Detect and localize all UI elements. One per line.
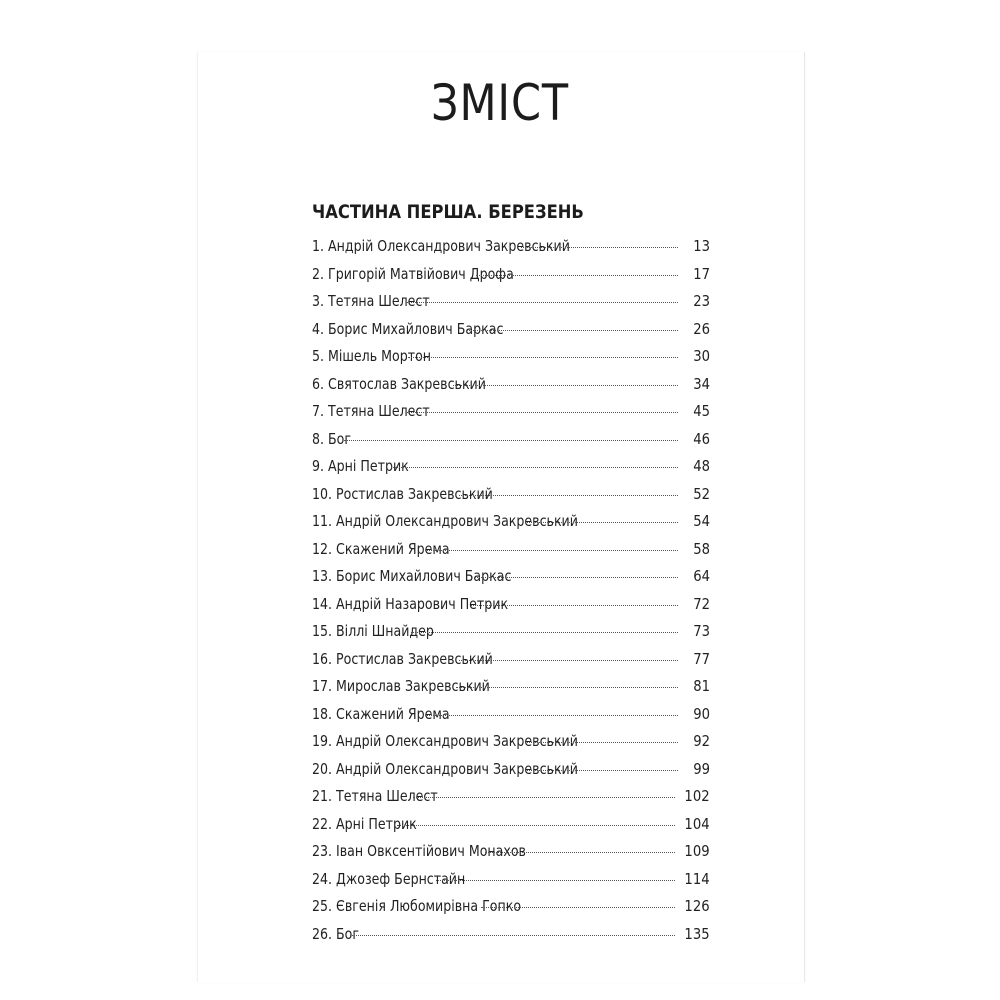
toc-entry-page-number: 102 — [684, 787, 710, 805]
toc-entry — [312, 316, 710, 344]
toc-entry-label: 3. Тетяна Шелест — [312, 292, 430, 310]
toc-entry — [312, 921, 710, 949]
toc-entry-label: 17. Мирослав Закревський — [312, 677, 490, 695]
toc-entry — [312, 783, 710, 811]
toc-entry-page-number: 45 — [693, 402, 710, 420]
page-title: ЗМІСТ — [431, 74, 569, 132]
toc-entry — [312, 481, 710, 509]
toc-dot-leader — [413, 797, 675, 798]
toc-entry — [312, 756, 710, 784]
toc-entry — [312, 866, 710, 894]
toc-entry-page-number: 58 — [693, 539, 710, 558]
toc-dot-leader — [485, 852, 675, 853]
toc-entry-label: 18. Скажений Ярема — [312, 704, 450, 723]
toc-entry-page-number: 135 — [684, 924, 710, 943]
toc-entry-label: 20. Андрій Олександрович Закревський — [312, 759, 578, 778]
toc-dot-leader — [453, 385, 678, 386]
toc-entry-page-number: 109 — [684, 842, 710, 860]
toc-dot-leader — [407, 302, 678, 303]
toc-dot-leader — [423, 550, 678, 551]
toc-entry-label: 8. Бог — [312, 429, 352, 448]
toc-entry-label: 11. Андрій Олександрович Закревський — [312, 512, 578, 530]
toc-entry — [312, 618, 710, 646]
toc-dot-leader — [459, 660, 678, 661]
toc-entry-label: 13. Борис Михайлович Баркас — [312, 567, 512, 585]
toc-dot-leader — [521, 247, 678, 248]
toc-dot-leader — [476, 275, 678, 276]
toc-dot-leader — [471, 605, 678, 606]
toc-entry — [312, 508, 710, 536]
toc-dot-leader — [474, 577, 678, 578]
toc-dot-leader — [350, 935, 675, 936]
toc-entry-label: 15. Віллі Шнайдер — [312, 622, 434, 640]
toc-dot-leader — [467, 330, 678, 331]
toc-entry-page-number: 48 — [693, 457, 710, 475]
toc-entry-label: 12. Скажений Ярема — [312, 539, 450, 558]
toc-entry-label: 22. Арні Петрик — [312, 814, 417, 833]
toc-dot-leader — [459, 495, 678, 496]
toc-entry-page-number: 73 — [693, 622, 710, 640]
toc-entry — [312, 673, 710, 701]
toc-entry — [312, 453, 710, 481]
toc-entry — [312, 811, 710, 839]
toc-dot-leader — [527, 522, 678, 523]
toc-entry-page-number: 30 — [693, 347, 710, 365]
toc-entry — [312, 288, 710, 316]
toc-entry-label: 16. Ростислав Закревський — [312, 649, 493, 668]
toc-entry-page-number: 92 — [693, 732, 710, 750]
toc-entry-page-number: 17 — [693, 264, 710, 283]
toc-entry-label: 26. Бог — [312, 924, 360, 943]
toc-entry — [312, 701, 710, 729]
toc-dot-leader — [397, 825, 676, 826]
toc-dot-leader — [408, 357, 678, 358]
toc-entry-page-number: 72 — [693, 594, 710, 613]
toc-entry-page-number: 46 — [693, 429, 710, 448]
toc-dot-leader — [456, 687, 678, 688]
toc-entry — [312, 536, 710, 564]
toc-entry — [312, 838, 710, 866]
toc-entry-page-number: 26 — [693, 319, 710, 338]
toc-dot-leader — [411, 632, 678, 633]
toc-entry — [312, 371, 710, 399]
toc-entry-page-number: 81 — [693, 677, 710, 695]
toc-entry-page-number: 52 — [693, 484, 710, 503]
toc-entry-page-number: 23 — [693, 292, 710, 310]
table-of-contents — [312, 233, 710, 948]
toc-entry-page-number: 64 — [693, 567, 710, 585]
toc-entry-page-number: 99 — [693, 759, 710, 778]
toc-entry — [312, 343, 710, 371]
toc-entry-label: 25. Євгенія Любомирівна Гопко — [312, 897, 522, 915]
toc-entry-page-number: 114 — [684, 869, 710, 888]
toc-entry-page-number: 77 — [693, 649, 710, 668]
toc-dot-leader — [423, 715, 678, 716]
toc-entry-page-number: 34 — [693, 374, 710, 393]
toc-dot-leader — [407, 412, 678, 413]
toc-entry — [312, 563, 710, 591]
toc-dot-leader — [527, 770, 678, 771]
toc-entry — [312, 426, 710, 454]
part-title: ЧАСТИНА ПЕРША. БЕРЕЗЕНЬ — [312, 201, 584, 223]
toc-entry-label: 9. Арні Петрик — [312, 457, 409, 475]
toc-entry-page-number: 13 — [693, 237, 710, 255]
toc-entry-page-number: 104 — [684, 814, 710, 833]
toc-dot-leader — [527, 742, 678, 743]
toc-entry-label: 19. Андрій Олександрович Закревський — [312, 732, 578, 750]
toc-dot-leader — [481, 907, 675, 908]
toc-entry-label: 21. Тетяна Шелест — [312, 787, 438, 805]
toc-entry-label: 2. Григорій Матвійович Дрофа — [312, 264, 514, 283]
toc-entry — [312, 591, 710, 619]
toc-entry — [312, 893, 710, 921]
toc-entry — [312, 398, 710, 426]
toc-entry-label: 6. Святослав Закревський — [312, 374, 486, 393]
toc-entry-label: 24. Джозеф Бернстайн — [312, 869, 466, 888]
toc-dot-leader — [436, 880, 675, 881]
toc-entry-label: 10. Ростислав Закревський — [312, 484, 493, 503]
toc-entry — [312, 233, 710, 261]
toc-entry-label: 7. Тетяна Шелест — [312, 402, 430, 420]
toc-entry-page-number: 90 — [693, 704, 710, 723]
toc-entry — [312, 261, 710, 289]
toc-entry-label: 5. Мішель Мортон — [312, 347, 432, 365]
toc-entry — [312, 728, 710, 756]
toc-entry-label: 14. Андрій Назарович Петрик — [312, 594, 509, 613]
toc-entry-label: 1. Андрій Олександрович Закревський — [312, 237, 570, 255]
toc-entry-label: 4. Борис Михайлович Баркас — [312, 319, 504, 338]
toc-entry — [312, 646, 710, 674]
toc-entry-page-number: 54 — [693, 512, 710, 530]
toc-dot-leader — [391, 467, 678, 468]
toc-entry-label: 23. Іван Овксентійович Монахов — [312, 842, 526, 860]
toc-entry-page-number: 126 — [684, 897, 710, 915]
toc-dot-leader — [344, 440, 678, 441]
